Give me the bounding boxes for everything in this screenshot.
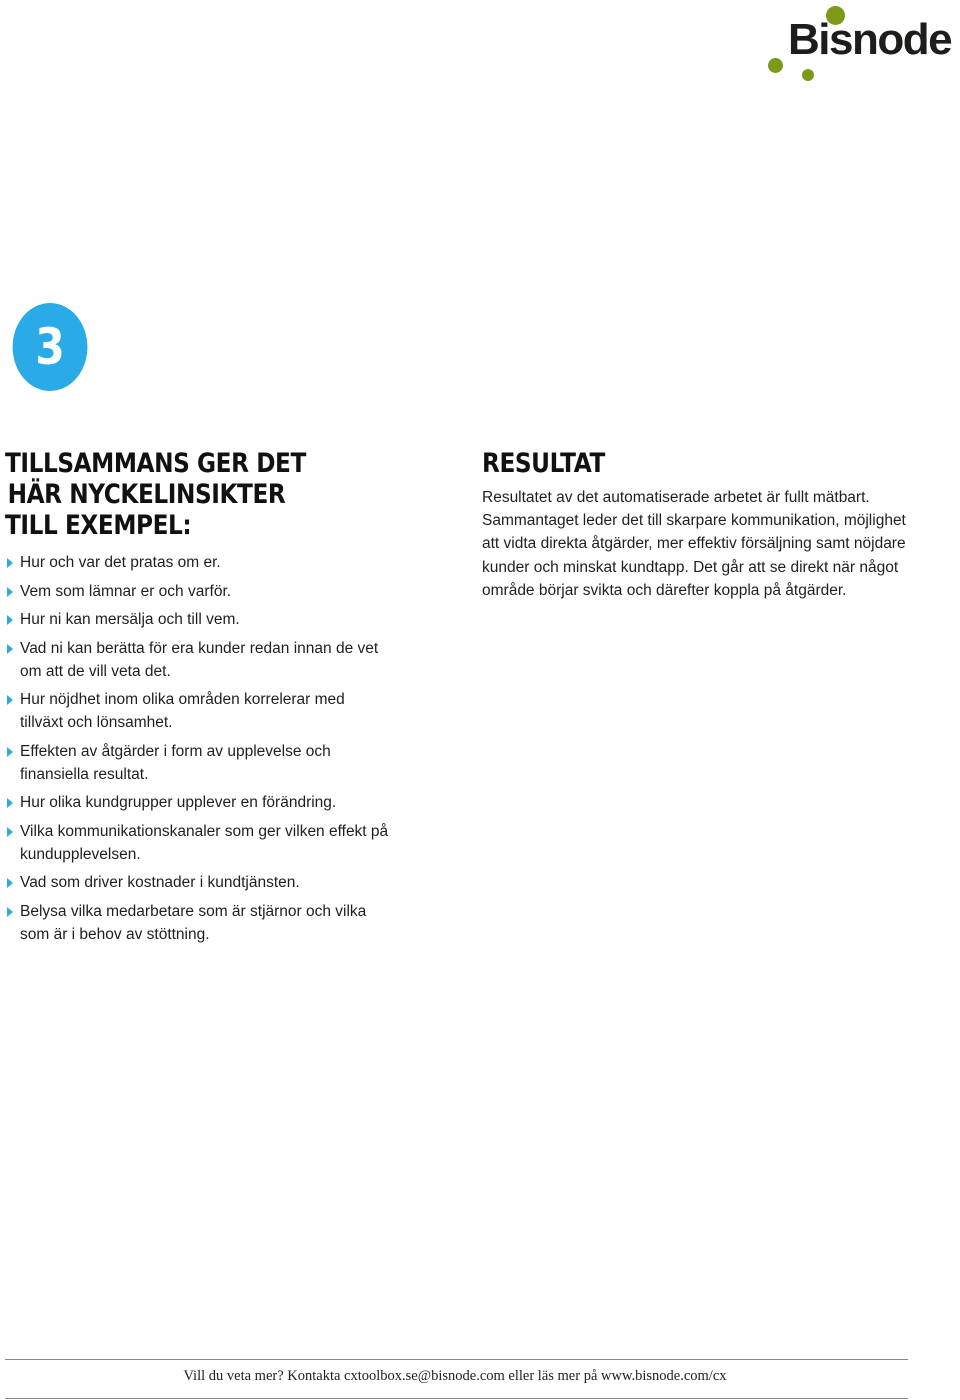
heading-line: HÄR NYCKELINSIKTER	[7, 479, 286, 510]
bullet-arrow-icon	[7, 558, 13, 568]
bullet-arrow-icon	[7, 615, 13, 625]
bullet-arrow-icon	[7, 587, 13, 597]
list-item-text: Vad ni kan berätta för era kunder redan innan de vet om att de vill veta det.	[20, 639, 379, 680]
bullet-arrow-icon	[7, 798, 13, 808]
insights-list	[5, 551, 425, 946]
bullet-arrow-icon	[7, 695, 13, 705]
list-item	[5, 580, 425, 603]
footer-divider-bottom	[5, 1398, 908, 1399]
list-item-text: Vilka kommunikationskanaler som ger vilken effekt på kundupplevelsen.	[20, 822, 389, 863]
list-item	[5, 900, 395, 946]
logo-dot-left	[768, 58, 783, 73]
heading-line: TILLSAMMANS GER DET	[5, 448, 306, 479]
footer-contact: Vill du veta mer? Kontakta cxtoolbox.se@bisnode.com eller läs mer på www.bisnode.com/cx	[183, 1368, 727, 1384]
result-heading: RESULTAT	[482, 448, 605, 479]
footer-divider	[5, 1359, 908, 1360]
list-item-text: Vad som driver kostnader i kundtjänsten.	[20, 874, 300, 891]
result-body: Resultatet av det automatiserade arbetet är fullt mätbart. Sammantaget leder det till skarpare kommunikation, möjlighet att vidta direkta åtgärder, mer effektiv försäljning samt nöjdare kunder och minskat kundtapp. Det går att se direkt när något område börjar svikta och därefter koppla på åtgärder.	[482, 489, 906, 599]
list-item-text: Hur ni kan mersälja och till vem.	[20, 611, 240, 628]
bullet-arrow-icon	[7, 878, 13, 888]
bullet-arrow-icon	[7, 907, 13, 917]
list-item	[5, 820, 425, 866]
list-item	[5, 608, 425, 631]
list-item	[5, 740, 360, 786]
bullet-arrow-icon	[7, 747, 13, 757]
list-item	[5, 791, 425, 814]
result-column	[482, 448, 922, 602]
list-item	[5, 871, 425, 894]
list-item-text: Hur nöjdhet inom olika områden korrelerar med tillväxt och lönsamhet.	[20, 691, 345, 731]
logo-wordmark: Bisnode	[788, 15, 952, 64]
bullet-arrow-icon	[7, 644, 13, 654]
list-item	[5, 688, 380, 734]
heading-line: TILL EXEMPEL:	[5, 510, 192, 541]
bullet-arrow-icon	[7, 827, 13, 837]
section-number-badge: 3	[13, 303, 88, 391]
list-item-text: Hur olika kundgrupper upplever en förändring.	[20, 794, 337, 811]
list-item-text: Effekten av åtgärder i form av upplevelse och finansiella resultat.	[20, 742, 331, 783]
insights-column	[5, 448, 425, 951]
bisnode-logo	[766, 4, 960, 84]
list-item	[5, 551, 425, 574]
insights-heading	[5, 448, 366, 541]
logo-dot-bottom	[802, 69, 814, 81]
list-item-text: Vem som lämnar er och varför.	[20, 582, 232, 600]
list-item-text: Hur och var det pratas om er.	[20, 554, 221, 571]
list-item	[5, 637, 390, 683]
list-item-text: Belysa vilka medarbetare som är stjärnor och vilka som är i behov av stöttning.	[20, 902, 367, 943]
